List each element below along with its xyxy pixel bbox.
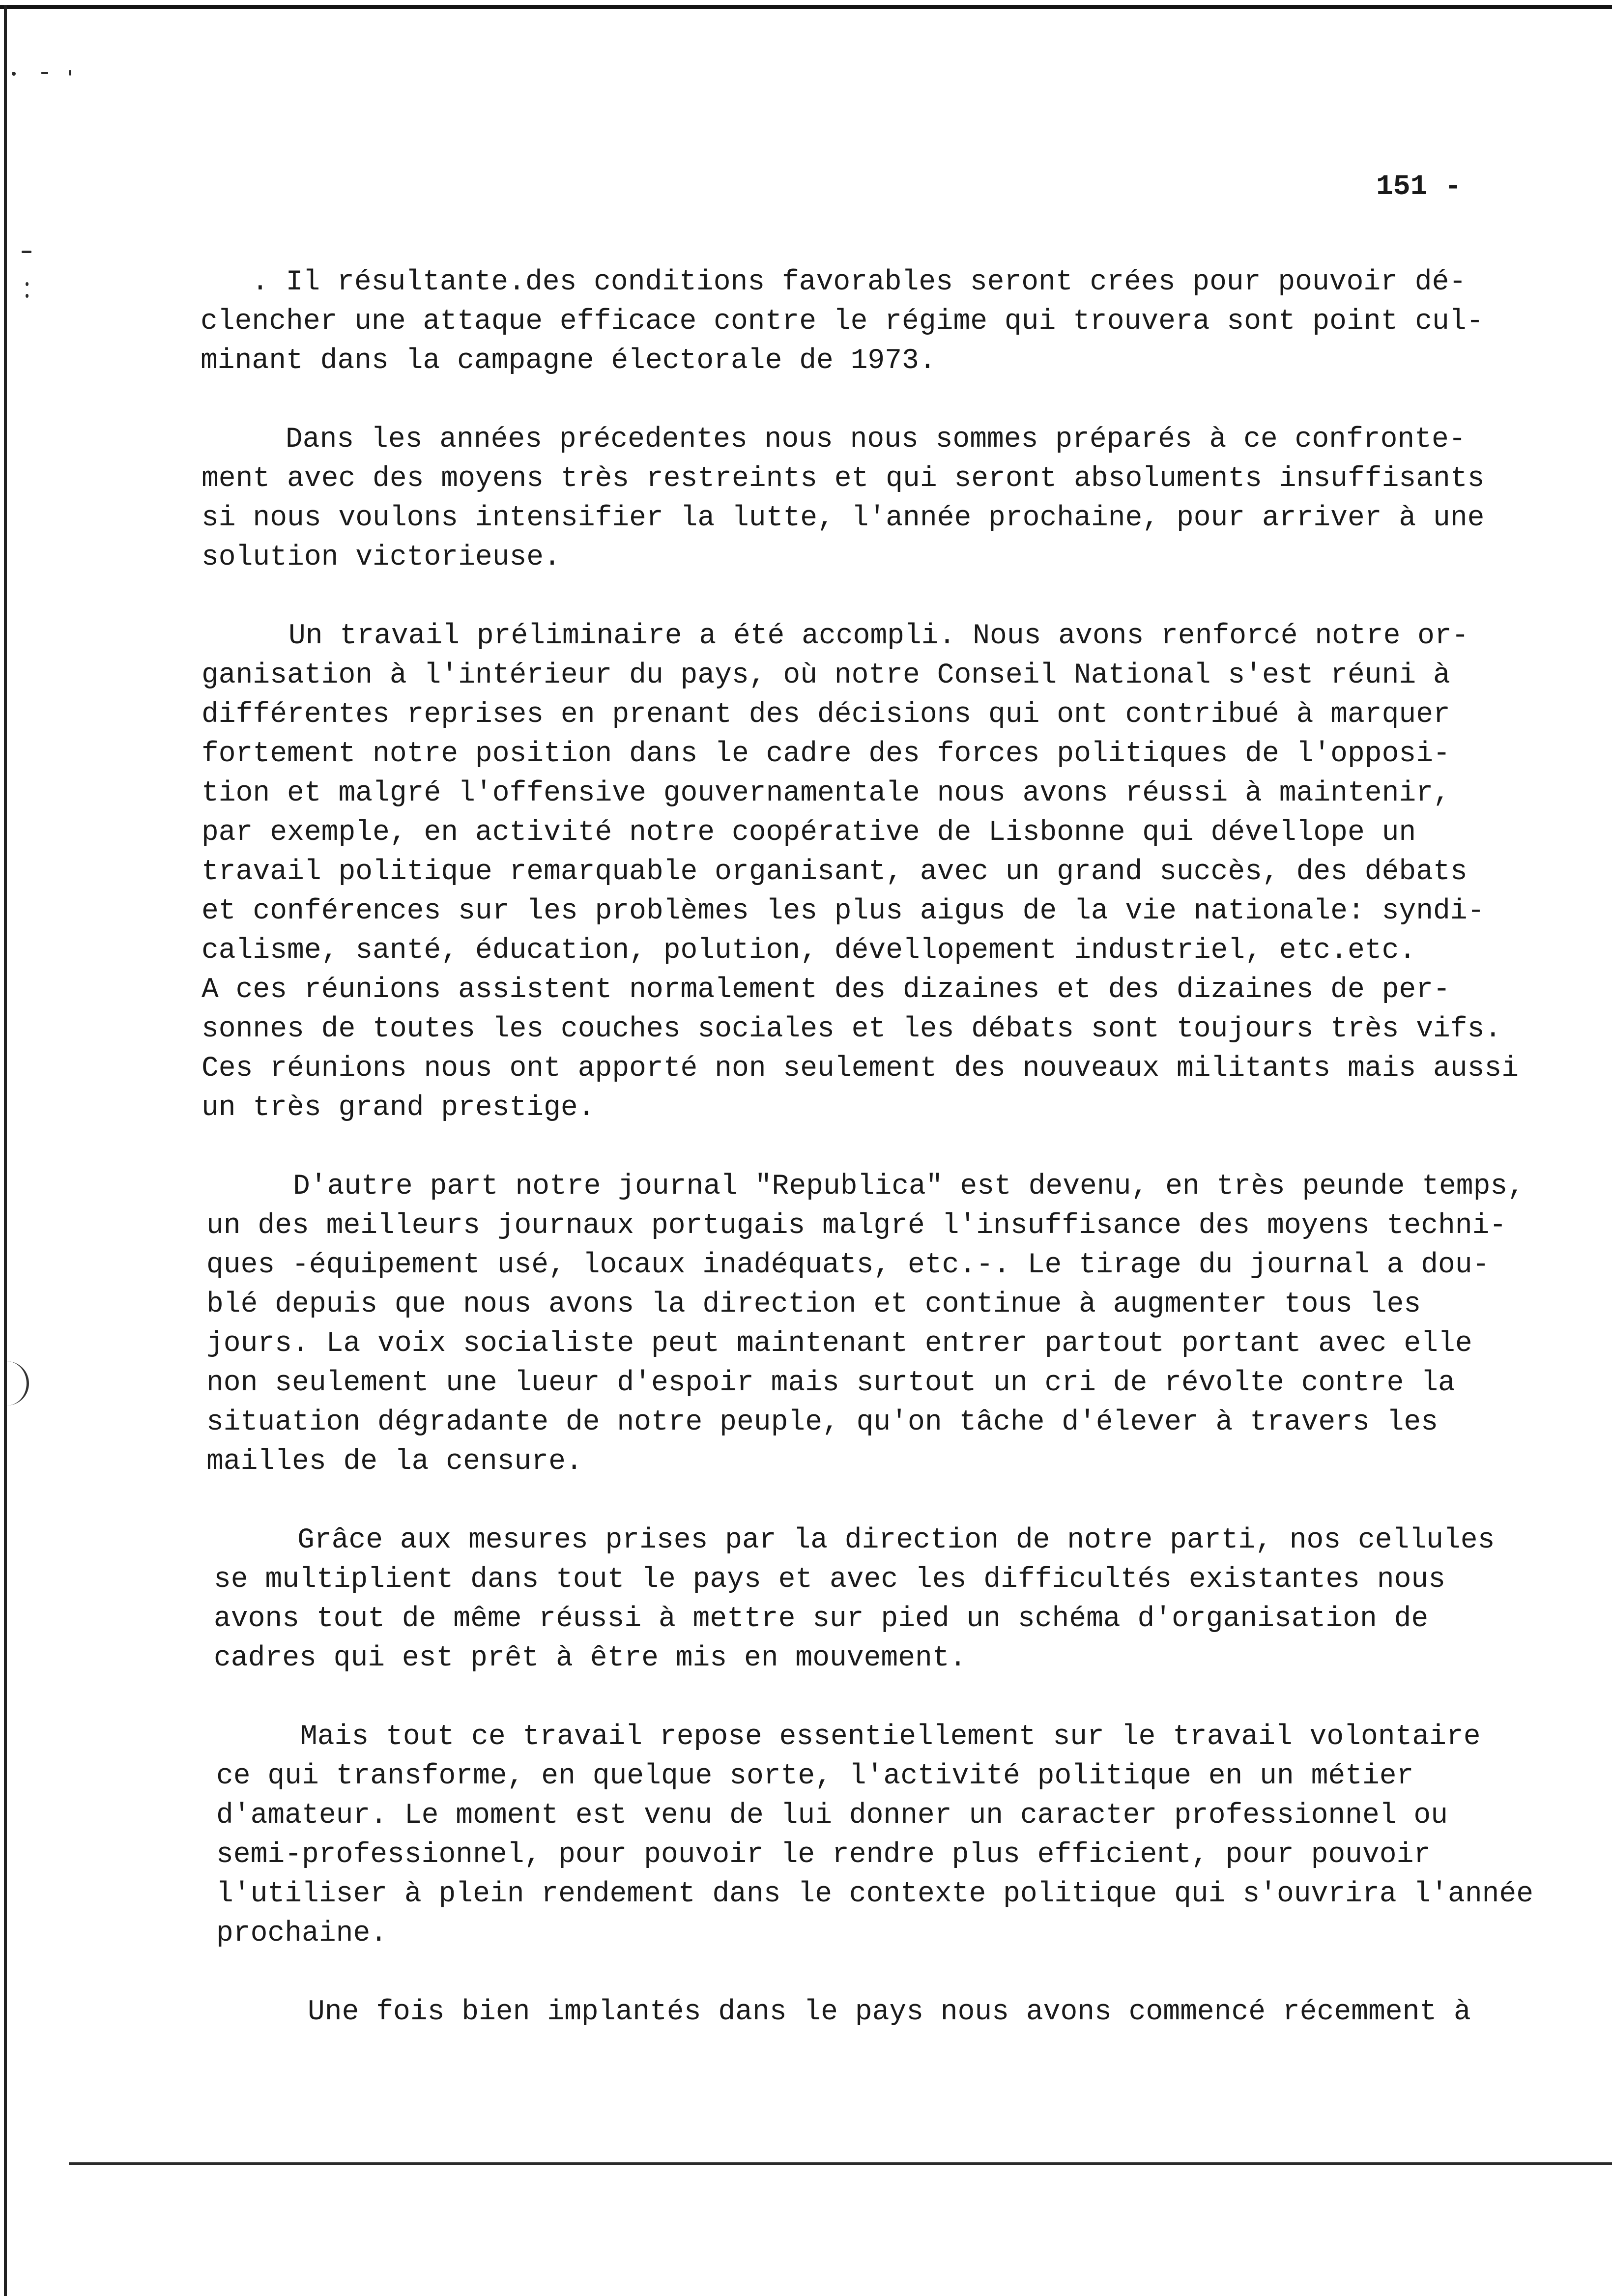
text-line: travail politique remarquable organisant, avec un grand succès, des débats bbox=[202, 856, 1468, 888]
text-line: Grâce aux mesures prises par la direction de notre parti, nos cellules bbox=[297, 1524, 1495, 1556]
text-line: un des meilleurs journaux portugais malgré l'insuffisance des moyens techni- bbox=[206, 1210, 1507, 1242]
text-line: Un travail préliminaire a été accompli. Nous avons renforcé notre or- bbox=[288, 620, 1469, 652]
text-line: prochaine. bbox=[216, 1918, 388, 1950]
paragraph-1 bbox=[0, 263, 1612, 381]
paragraph-4 bbox=[0, 1167, 1612, 1482]
text-line: un très grand prestige. bbox=[202, 1092, 595, 1124]
text-line: Dans les années précedentes nous nous sommes préparés à ce confronte- bbox=[286, 424, 1466, 456]
paragraph-6 bbox=[0, 1718, 1612, 1953]
text-line: ganisation à l'intérieur du pays, où notre Conseil National s'est réuni à bbox=[202, 660, 1450, 691]
text-line: avons tout de même réussi à mettre sur pied un schéma d'organisation de bbox=[214, 1603, 1429, 1635]
scan-speck bbox=[22, 251, 31, 253]
text-line: mailles de la censure. bbox=[206, 1446, 583, 1478]
text-line: ment avec des moyens très restreints et qui seront absoluments insuffisants bbox=[202, 463, 1485, 495]
text-line: fortement notre position dans le cadre des forces politiques de l'opposi- bbox=[202, 738, 1450, 770]
text-line: tion et malgré l'offensive gouvernamentale nous avons réussi à maintenir, bbox=[202, 777, 1450, 809]
text-line: cadres qui est prêt à être mis en mouvement. bbox=[214, 1642, 967, 1674]
scan-speck bbox=[12, 72, 16, 76]
text-line: clencher une attaque efficace contre le régime qui trouvera sont point cul- bbox=[201, 306, 1484, 338]
top-border-line bbox=[0, 5, 1612, 9]
paragraph-7 bbox=[0, 1993, 1612, 2032]
text-line: calisme, santé, éducation, polution, dévellopement industriel, etc.etc. bbox=[202, 935, 1416, 967]
scan-speck bbox=[69, 70, 71, 76]
text-line: ques -équipement usé, locaux inadéquats, etc.-. Le tirage du journal a dou- bbox=[206, 1249, 1490, 1281]
text-line: jours. La voix socialiste peut maintenant entrer partout portant avec elle bbox=[206, 1328, 1472, 1360]
bottom-rule-line bbox=[69, 2162, 1612, 2165]
paragraph-2 bbox=[0, 420, 1612, 577]
paragraph-5 bbox=[0, 1521, 1612, 1678]
text-line: sonnes de toutes les couches sociales et les débats sont toujours très vifs. bbox=[202, 1013, 1502, 1045]
text-line: Une fois bien implantés dans le pays nous avons commencé récemment à bbox=[308, 1996, 1471, 2028]
text-line: non seulement une lueur d'espoir mais surtout un cri de révolte contre la bbox=[206, 1367, 1455, 1399]
text-line: . Il résultante.des conditions favorables seront crées pour pouvoir dé- bbox=[252, 266, 1467, 298]
page-number: 151 - bbox=[1376, 171, 1462, 203]
text-line: d'amateur. Le moment est venu de lui donner un caracter professionnel ou bbox=[216, 1800, 1448, 1832]
text-line: situation dégradante de notre peuple, qu'on tâche d'élever à travers les bbox=[206, 1406, 1439, 1438]
text-line: ce qui transforme, en quelque sorte, l'activité politique en un métier bbox=[216, 1760, 1414, 1792]
text-line: semi-professionnel, pour pouvoir le rendre plus efficient, pour pouvoir bbox=[216, 1839, 1431, 1871]
text-line: A ces réunions assistent normalement des dizaines et des dizaines de per- bbox=[202, 974, 1450, 1006]
text-line: D'autre part notre journal "Republica" est devenu, en très peunde temps, bbox=[293, 1171, 1525, 1203]
text-line: solution victorieuse. bbox=[202, 542, 561, 574]
text-line: différentes reprises en prenant des décisions qui ont contribué à marquer bbox=[202, 699, 1450, 731]
text-line: blé depuis que nous avons la direction et continue à augmenter tous les bbox=[206, 1289, 1421, 1320]
text-line: l'utiliser à plein rendement dans le contexte politique qui s'ouvrira l'année bbox=[216, 1878, 1534, 1910]
text-line: minant dans la campagne électorale de 1973. bbox=[201, 345, 936, 377]
body-text bbox=[0, 263, 1612, 2071]
text-line: se multiplient dans tout le pays et avec les difficultés existantes nous bbox=[214, 1564, 1446, 1596]
text-line: et conférences sur les problèmes les plus aigus de la vie nationale: syndi- bbox=[202, 895, 1485, 927]
text-line: Mais tout ce travail repose essentiellement sur le travail volontaire bbox=[300, 1721, 1481, 1753]
text-line: par exemple, en activité notre coopérative de Lisbonne qui dévellope un bbox=[202, 817, 1416, 849]
scan-speck bbox=[41, 72, 48, 74]
text-line: si nous voulons intensifier la lutte, l'année prochaine, pour arriver à une bbox=[202, 502, 1485, 534]
text-line: Ces réunions nous ont apporté non seulement des nouveaux militants mais aussi bbox=[202, 1053, 1519, 1085]
paragraph-3 bbox=[0, 617, 1612, 1128]
